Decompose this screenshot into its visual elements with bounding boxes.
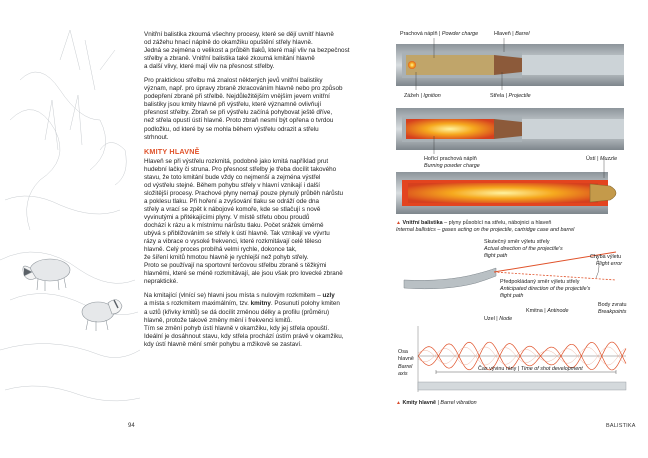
label-axis-en2: axis (398, 371, 408, 377)
page-number: 94 (128, 423, 135, 429)
label-breakpoints-cz: Body zvratu (598, 302, 627, 308)
label-barrel: Hlaveň | Barrel (494, 31, 530, 37)
text-column (144, 31, 376, 355)
label-actual-cz: Skutečný směr výletu střely (484, 239, 550, 245)
badger-1 (23, 259, 70, 291)
barrel-vibration-figure (396, 320, 628, 398)
label-error-en: Flight error (596, 261, 623, 267)
label-breakpoints-en: Breakpoints (598, 309, 627, 315)
term-antinodes: kmitny (250, 300, 271, 308)
caption-internal-ballistics: ▲ Vnitřní balistika – plyny působící na střelu, nábojnici a hlaveň Internal ballistics – gases acting on the projectile, cartridge case and barrel (396, 220, 575, 233)
term-nodes: uzly (322, 292, 335, 300)
cartridge-row-burning (396, 108, 624, 150)
paragraph-intro: Vnitřní balistika zkoumá všechny procesy, které se dějí uvnitř hlavně od zážehu hnací náplně do okamžiku opuštění střely hlavně. Jedná se zejména o velikost a průběh tlaků, které mají vliv na bezpečnost střelby a zbraně. Vnitřní balistika také zkoumá kmitání hlavně a další vlivy, které mají vliv na přesnost střelby. (144, 31, 350, 71)
section-heading: KMITY HLAVNĚ (144, 146, 200, 156)
internal-ballistics-figure (394, 28, 626, 238)
cartridge-row-muzzle (396, 172, 616, 214)
barrel-bar (418, 382, 626, 390)
paragraph-practical: Pro praktickou střelbu má znalost některých jevů vnitřní balistiky význam, např. pro úpravy zbraně zkracováním hlavně nebo pro způsob podepření zbraně při střelbě. Nejdůležitějším vnějším jevem vnitřní balistiky jsou kmity hlavně při výstřelu, které významně ovlivňují přesnost střelby. Zbraň se při výstřelu začíná pohybovat ještě dříve, než střela opustí ústí hlavně. Proto zbraň nesmí být opřena o tvrdou podložku, od které by se mohla během výstřelu odrazit a střelu strhnout. (144, 77, 343, 141)
caption-triangle-icon-2: ▲ (396, 400, 401, 406)
section-label: BALISTIKA (606, 423, 636, 429)
badger-illustration (0, 0, 140, 458)
paragraph-nodes: Na kmitající (vlnící se) hlavni jsou místa s nulovým rozkmitem – uzly a místa s rozkmitem maximálním, tzv. kmitny. Posunutí polohy kmiten a uzlů (křivky kmitů) se dá docílit změnou délky a profilu (průměru) hlavně, protože takové změny mění i frekvenci kmitů. Tím se změní pohyb ústí hlavně v okamžiku, kdy jej střela opouští. Ideální je dosáhnout stavu, kdy střela prochází ústím právě v okamžiku, kdy ústí hlavně mění směr pohybu a mžikově se zastaví. (144, 292, 344, 348)
caption-barrel-vibration: ▲ Kmity hlavně | Barrel vibration (396, 400, 477, 406)
label-axis-cz2: hlavně (398, 356, 414, 362)
label-anticipated-en2: flight path (500, 293, 524, 299)
caption-triangle-icon: ▲ (396, 220, 401, 226)
label-powder-charge: Prachová náplň | Powder charge (400, 31, 479, 37)
label-anticipated-en1: Anticipated direction of the projectile's (500, 286, 591, 292)
label-node: Uzel | Node (484, 316, 513, 322)
badger-2 (82, 300, 122, 331)
label-muzzle: Ústí | Muzzle (586, 156, 618, 162)
label-ignition: Zážeh | Ignition (404, 93, 441, 99)
label-axis-cz1: Osa (398, 349, 408, 355)
cartridge-row-ignition (396, 44, 624, 86)
label-error-cz: Chyba výletu (590, 254, 622, 260)
paragraph-vibration: Hlaveň se při výstřelu rozkmitá, podobně jako kmitá například prut hudební lačky či struna. Pro přesnost střelby je třeba docílit takového stavu, že toto kmitání bude vždy co nejmenší a zejména výstřel od výstřelu stejné. Během pohybu střely v hlavní vznikají i další složitější procesy. Prachové plyny nemají pouze plynulý průběh nárůstu a poklesu tlaku. Při hoření a zvyšování tlaku se odráží ode dna střely a vrací se zpět k nábojové komoře, kde se stlačují s nově vyvinutými a přitékajícími plyny. V místě střetu obou proudů dochází k rázu a k místnímu nárůstu tlaku. Počet srážek úměrně ubývá s přibližováním se střely k ústí hlavně. Tak vznikají ve vývrtu rázy a vibrace o vysoké frekvenci, které rozkmitávají celé těleso hlavně. Celý proces probíhá velmi rychle, dokonce tak, že šíření kmitů hmotou hlavně je rychlejší než pohyb střely. Proto se používají na sportovní terčovou střelbu zbraně s těžkými hlavněmi, které se méně rozkmitávají, ale jsou však pro lovecké zbraně nepraktické. (144, 157, 344, 286)
label-burning-en: Burning powder charge (424, 163, 480, 169)
label-anticipated-cz: Předpokládaný směr výletu střely (500, 279, 580, 285)
label-actual-en1: Actual direction of the projectile's (484, 246, 563, 252)
label-axis-en1: Barrel (398, 364, 413, 370)
label-projectile: Střela | Projectile (490, 93, 531, 99)
label-antinode: Kmitna | Antinode (526, 308, 569, 314)
label-actual-en2: flight path (484, 253, 508, 259)
label-time: Čas vývinu rány | Time of shot development (478, 366, 583, 372)
label-burning-cz: Hořící prachová náplň (424, 156, 477, 162)
